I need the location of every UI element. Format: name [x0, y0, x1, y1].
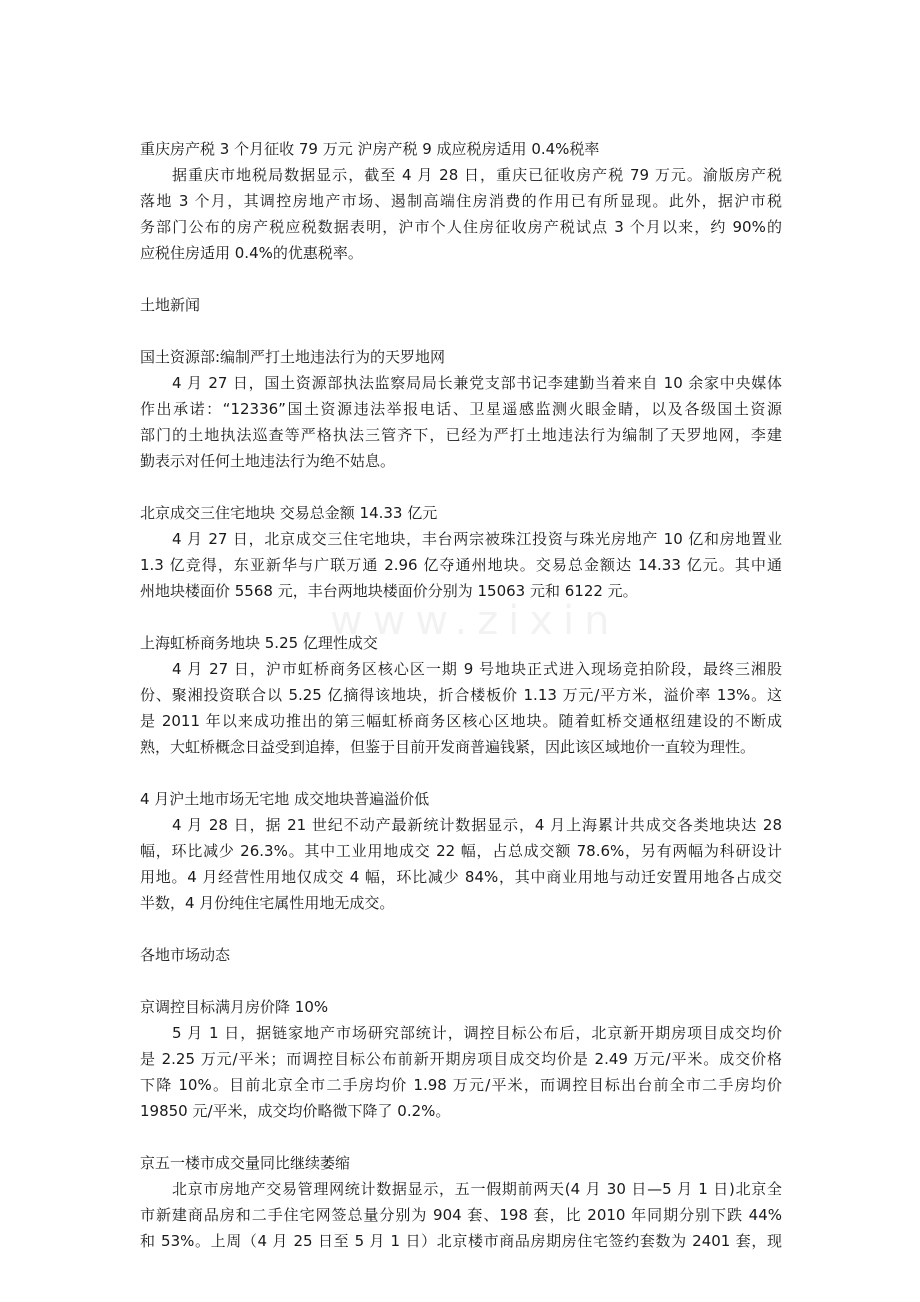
paragraph-line: 5 月 1 日，据链家地产市场研究部统计，调控目标公布后，北京新开期房项目成交均价: [172, 1024, 782, 1042]
paragraph-line: 应税住房适用 0.4%的优惠税率。: [140, 244, 363, 262]
blank-line: [140, 474, 782, 500]
blank-line: [140, 604, 782, 630]
paragraph-line: 部门的土地执法巡查等严格执法三管齐下，已经为严打土地违法行为编制了天罗地网，李建: [140, 426, 782, 444]
blank-line: [140, 760, 782, 786]
paragraph-line: 下降 10%。目前北京全市二手房均价 1.98 万元/平米，而调控目标出台前全市二手房均价: [140, 1076, 782, 1094]
paragraph-line: 北京市房地产交易管理网统计数据显示，五一假期前两天(4 月 30 日—5 月 1 日)北京全: [172, 1180, 782, 1198]
paragraph-line: 4 月 27 日，国土资源部执法监察局局长兼党支部书记李建勤当着来自 10 余家中央媒体: [172, 374, 782, 392]
blank-line: [140, 266, 782, 292]
blank-line: [140, 916, 782, 942]
paragraph-line: 和 53%。上周（4 月 25 日至 5 月 1 日）北京楼市商品房期房住宅签约套数为 2401 套，现: [140, 1232, 782, 1250]
section-heading: 京调控目标满月房价降 10%: [140, 998, 329, 1016]
document-body: [140, 136, 782, 1254]
blank-line: [140, 1124, 782, 1150]
paragraph-line: 19850 元/平米，成交均价略微下降了 0.2%。: [140, 1102, 451, 1120]
paragraph-line: 4 月 27 日，北京成交三住宅地块，丰台两宗被珠江投资与珠光房地产 10 亿和房地置业: [172, 530, 782, 548]
section-heading: 4 月沪土地市场无宅地 成交地块普遍溢价低: [140, 790, 430, 808]
paragraph-line: 是 2011 年以来成功推出的第三幅虹桥商务区核心区地块。随着虹桥交通枢纽建设的不断成: [140, 712, 782, 730]
paragraph-line: 是 2.25 万元/平米；而调控目标公布前新开期房项目成交均价是 2.49 万元/平米。成交价格: [140, 1050, 782, 1068]
paragraph-line: 4 月 28 日，据 21 世纪不动产最新统计数据显示，4 月上海累计共成交各类地块达 28: [172, 816, 782, 834]
section-heading: 土地新闻: [140, 296, 201, 314]
section-heading: 国土资源部:编制严打土地违法行为的天罗地网: [140, 348, 446, 366]
paragraph-line: 用地。4 月经营性用地仅成交 4 幅，环比减少 84%，其中商业用地与动迁安置用地各占成交: [140, 868, 782, 886]
section-heading: 上海虹桥商务地块 5.25 亿理性成交: [140, 634, 378, 652]
paragraph-line: 份、聚湘投资联合以 5.25 亿摘得该地块，折合楼板价 1.13 万元/平方米，溢价率 13%。这: [140, 686, 782, 704]
watermark: www.zixin: [330, 598, 620, 644]
section-heading: 各地市场动态: [140, 946, 231, 964]
section-heading: 重庆房产税 3 个月征收 79 万元 沪房产税 9 成应税房适用 0.4%税率: [140, 140, 600, 158]
paragraph-line: 市新建商品房和二手住宅网签总量分别为 904 套、198 套，比 2010 年同期分别下跌 44%: [140, 1206, 782, 1224]
section-heading: 京五一楼市成交量同比继续萎缩: [140, 1154, 351, 1172]
section-heading: 北京成交三住宅地块 交易总金额 14.33 亿元: [140, 504, 438, 522]
paragraph-line: 熟，大虹桥概念日益受到追捧，但鉴于目前开发商普遍钱紧，因此该区域地价一直较为理性。: [140, 738, 756, 756]
paragraph-line: 落地 3 个月，其调控房地产市场、遏制高端住房消费的作用已有所显现。此外，据沪市税: [140, 192, 782, 210]
paragraph-line: 半数，4 月份纯住宅属性用地无成交。: [140, 894, 395, 912]
paragraph-line: 4 月 27 日，沪市虹桥商务区核心区一期 9 号地块正式进入现场竞拍阶段，最终三湘股: [172, 660, 782, 678]
paragraph-line: 州地块楼面价 5568 元，丰台两地块楼面价分别为 15063 元和 6122 元。: [140, 582, 638, 600]
blank-line: [140, 968, 782, 994]
paragraph-line: 据重庆市地税局数据显示，截至 4 月 28 日，重庆已征收房产税 79 万元。渝版房产税: [172, 166, 782, 184]
paragraph-line: 勤表示对任何土地违法行为绝不姑息。: [140, 452, 396, 470]
paragraph-line: 幅，环比减少 26.3%。其中工业用地成交 22 幅，占总成交额 78.6%，另有两幅为科研设计: [140, 842, 782, 860]
paragraph-line: 务部门公布的房产税应税数据表明，沪市个人住房征收房产税试点 3 个月以来，约 90%的: [140, 218, 782, 236]
blank-line: [140, 318, 782, 344]
paragraph-line: 作出承诺：“12336”国土资源违法举报电话、卫星遥感监测火眼金睛，以及各级国土资源: [140, 400, 782, 418]
paragraph-line: 1.3 亿竞得，东亚新华与广联万通 2.96 亿夺通州地块。交易总金额达 14.33 亿元。其中通: [140, 556, 782, 574]
